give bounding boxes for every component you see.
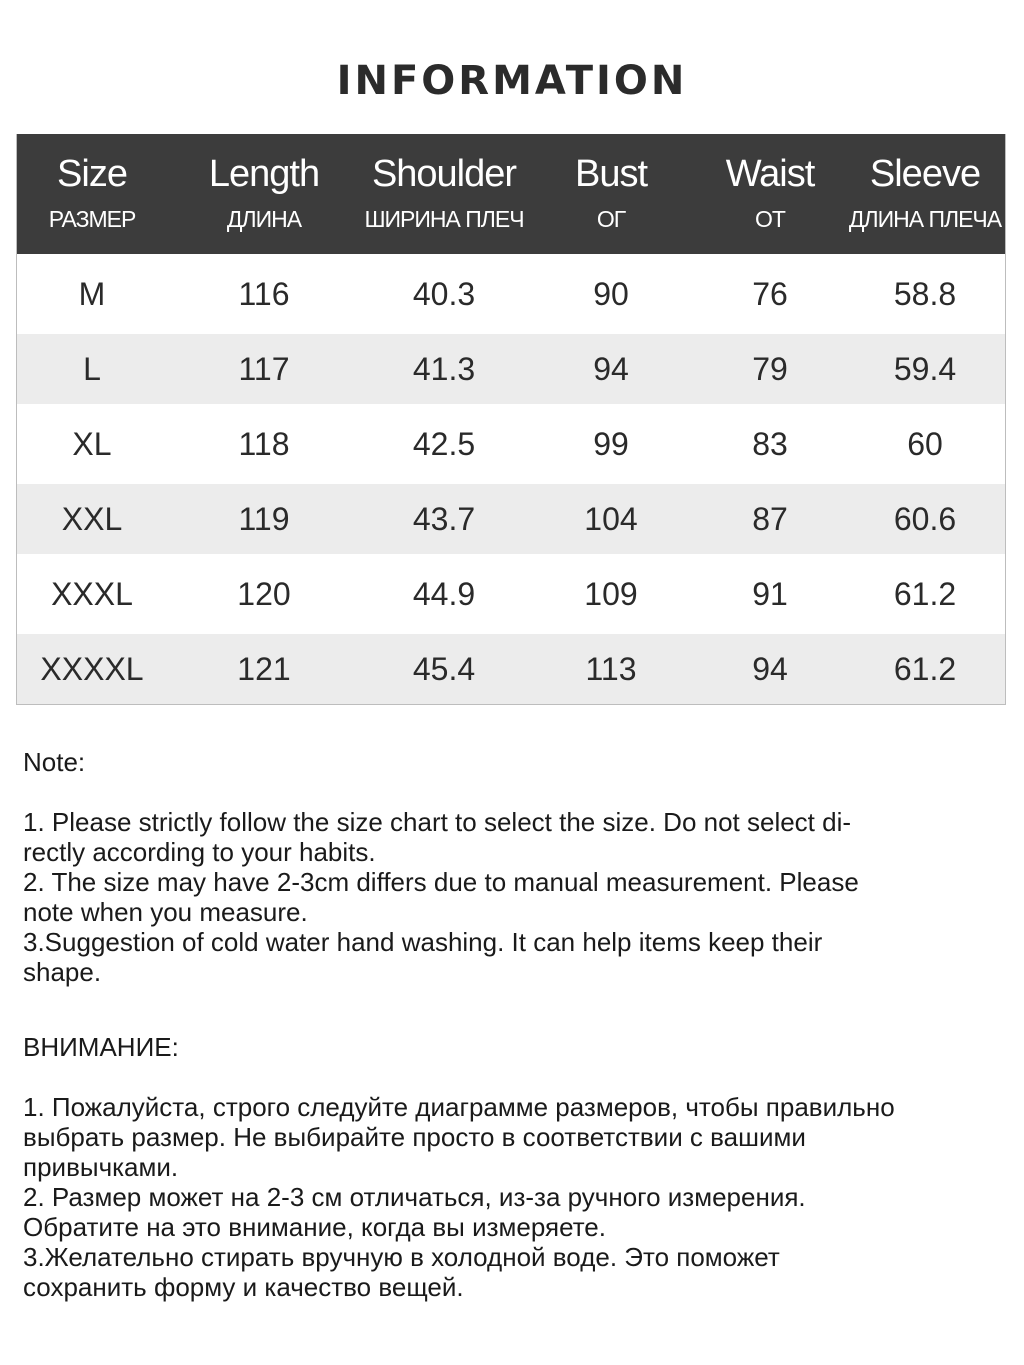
cell-waist: 94 xyxy=(752,650,788,687)
table-row xyxy=(17,404,1005,484)
cell-sleeve: 58.8 xyxy=(893,275,957,312)
cell-length: 119 xyxy=(238,500,290,537)
note-line: привычками. xyxy=(23,1152,179,1182)
table-row xyxy=(17,334,1005,404)
cell-size: XL xyxy=(72,425,112,462)
note-russian xyxy=(23,1032,1003,1302)
cell-size: XXXL xyxy=(51,575,133,612)
note-line: 1. Пожалуйста, строго следуйте диаграмме размеров, чтобы правильно xyxy=(23,1092,895,1122)
cell-bust: 99 xyxy=(593,425,629,462)
table-row xyxy=(17,554,1005,634)
cell-size: XXXXL xyxy=(40,650,144,687)
table-row xyxy=(17,484,1005,554)
cell-shoulder: 45.4 xyxy=(412,650,476,687)
table-row xyxy=(17,254,1005,334)
note-english xyxy=(23,747,1003,987)
cell-size: L xyxy=(83,350,101,387)
cell-waist: 91 xyxy=(752,575,788,612)
note-line: 2. Размер может на 2-3 см отличаться, из-за ручного измерения. xyxy=(23,1182,806,1212)
size-chart-table xyxy=(16,134,1006,705)
header-size xyxy=(17,134,167,254)
table-row xyxy=(17,634,1005,704)
cell-length: 121 xyxy=(237,650,291,687)
cell-waist: 83 xyxy=(752,425,788,462)
cell-bust: 109 xyxy=(584,575,638,612)
header-sublabel: ДЛИНА xyxy=(226,206,302,232)
cell-shoulder: 44.9 xyxy=(412,575,476,612)
header-label: Waist xyxy=(725,153,815,195)
header-label: Size xyxy=(57,153,127,195)
cell-bust: 104 xyxy=(584,500,638,537)
note-line: shape. xyxy=(23,957,102,987)
cell-sleeve: 60 xyxy=(907,425,943,462)
header-sublabel: ШИРИНА ПЛЕЧ xyxy=(364,206,524,232)
cell-waist: 87 xyxy=(752,500,788,537)
cell-length: 116 xyxy=(238,275,290,312)
header-sublabel: ДЛИНА ПЛЕЧА xyxy=(848,206,1002,232)
cell-bust: 94 xyxy=(593,350,629,387)
note-line: rectly according to your habits. xyxy=(23,837,376,867)
note-line: 2. The size may have 2-3cm differs due to manual measurement. Please xyxy=(23,867,859,897)
note-heading: ВНИМАНИЕ: xyxy=(23,1032,179,1062)
cell-shoulder: 40.3 xyxy=(412,275,476,312)
note-line: 1. Please strictly follow the size chart to select the size. Do not select di- xyxy=(23,807,852,837)
note-heading: Note: xyxy=(23,747,86,777)
page-title: INFORMATION xyxy=(336,58,688,104)
header-label: Sleeve xyxy=(869,153,981,195)
header-waist xyxy=(695,134,845,254)
note-line: сохранить форму и качество вещей. xyxy=(23,1272,464,1302)
cell-sleeve: 61.2 xyxy=(893,650,957,687)
cell-waist: 79 xyxy=(752,350,788,387)
header-shoulder xyxy=(361,134,527,254)
note-list xyxy=(23,1092,1003,1302)
note-line: 3.Suggestion of cold water hand washing. It can help items keep their xyxy=(23,927,823,957)
cell-shoulder: 41.3 xyxy=(412,350,476,387)
cell-shoulder: 43.7 xyxy=(412,500,476,537)
note-line: 3.Желательно стирать вручную в холодной воде. Это поможет xyxy=(23,1242,780,1272)
table-header xyxy=(17,134,1005,254)
cell-shoulder: 42.5 xyxy=(412,425,476,462)
header-label: Bust xyxy=(574,153,648,195)
cell-length: 117 xyxy=(238,350,290,387)
header-label: Shoulder xyxy=(371,153,517,195)
header-bust xyxy=(527,134,695,254)
header-sleeve xyxy=(845,134,1005,254)
cell-length: 118 xyxy=(238,425,290,462)
note-line: note when you measure. xyxy=(23,897,308,927)
cell-bust: 113 xyxy=(585,650,637,687)
cell-bust: 90 xyxy=(593,275,629,312)
cell-sleeve: 60.6 xyxy=(893,500,957,537)
cell-sleeve: 61.2 xyxy=(893,575,957,612)
cell-size: M xyxy=(78,275,106,312)
cell-waist: 76 xyxy=(752,275,788,312)
header-sublabel: ОТ xyxy=(755,206,785,232)
cell-sleeve: 59.4 xyxy=(893,350,957,387)
note-line: Обратите на это внимание, когда вы измеряете. xyxy=(23,1212,606,1242)
header-label: Length xyxy=(208,153,320,195)
cell-length: 120 xyxy=(237,575,291,612)
note-list xyxy=(23,807,1003,987)
header-sublabel: ОГ xyxy=(596,206,626,232)
header-sublabel: РАЗМЕР xyxy=(48,206,136,232)
note-line: выбрать размер. Не выбирайте просто в соответствии с вашими xyxy=(23,1122,806,1152)
header-length xyxy=(167,134,361,254)
cell-size: XXL xyxy=(61,500,123,537)
